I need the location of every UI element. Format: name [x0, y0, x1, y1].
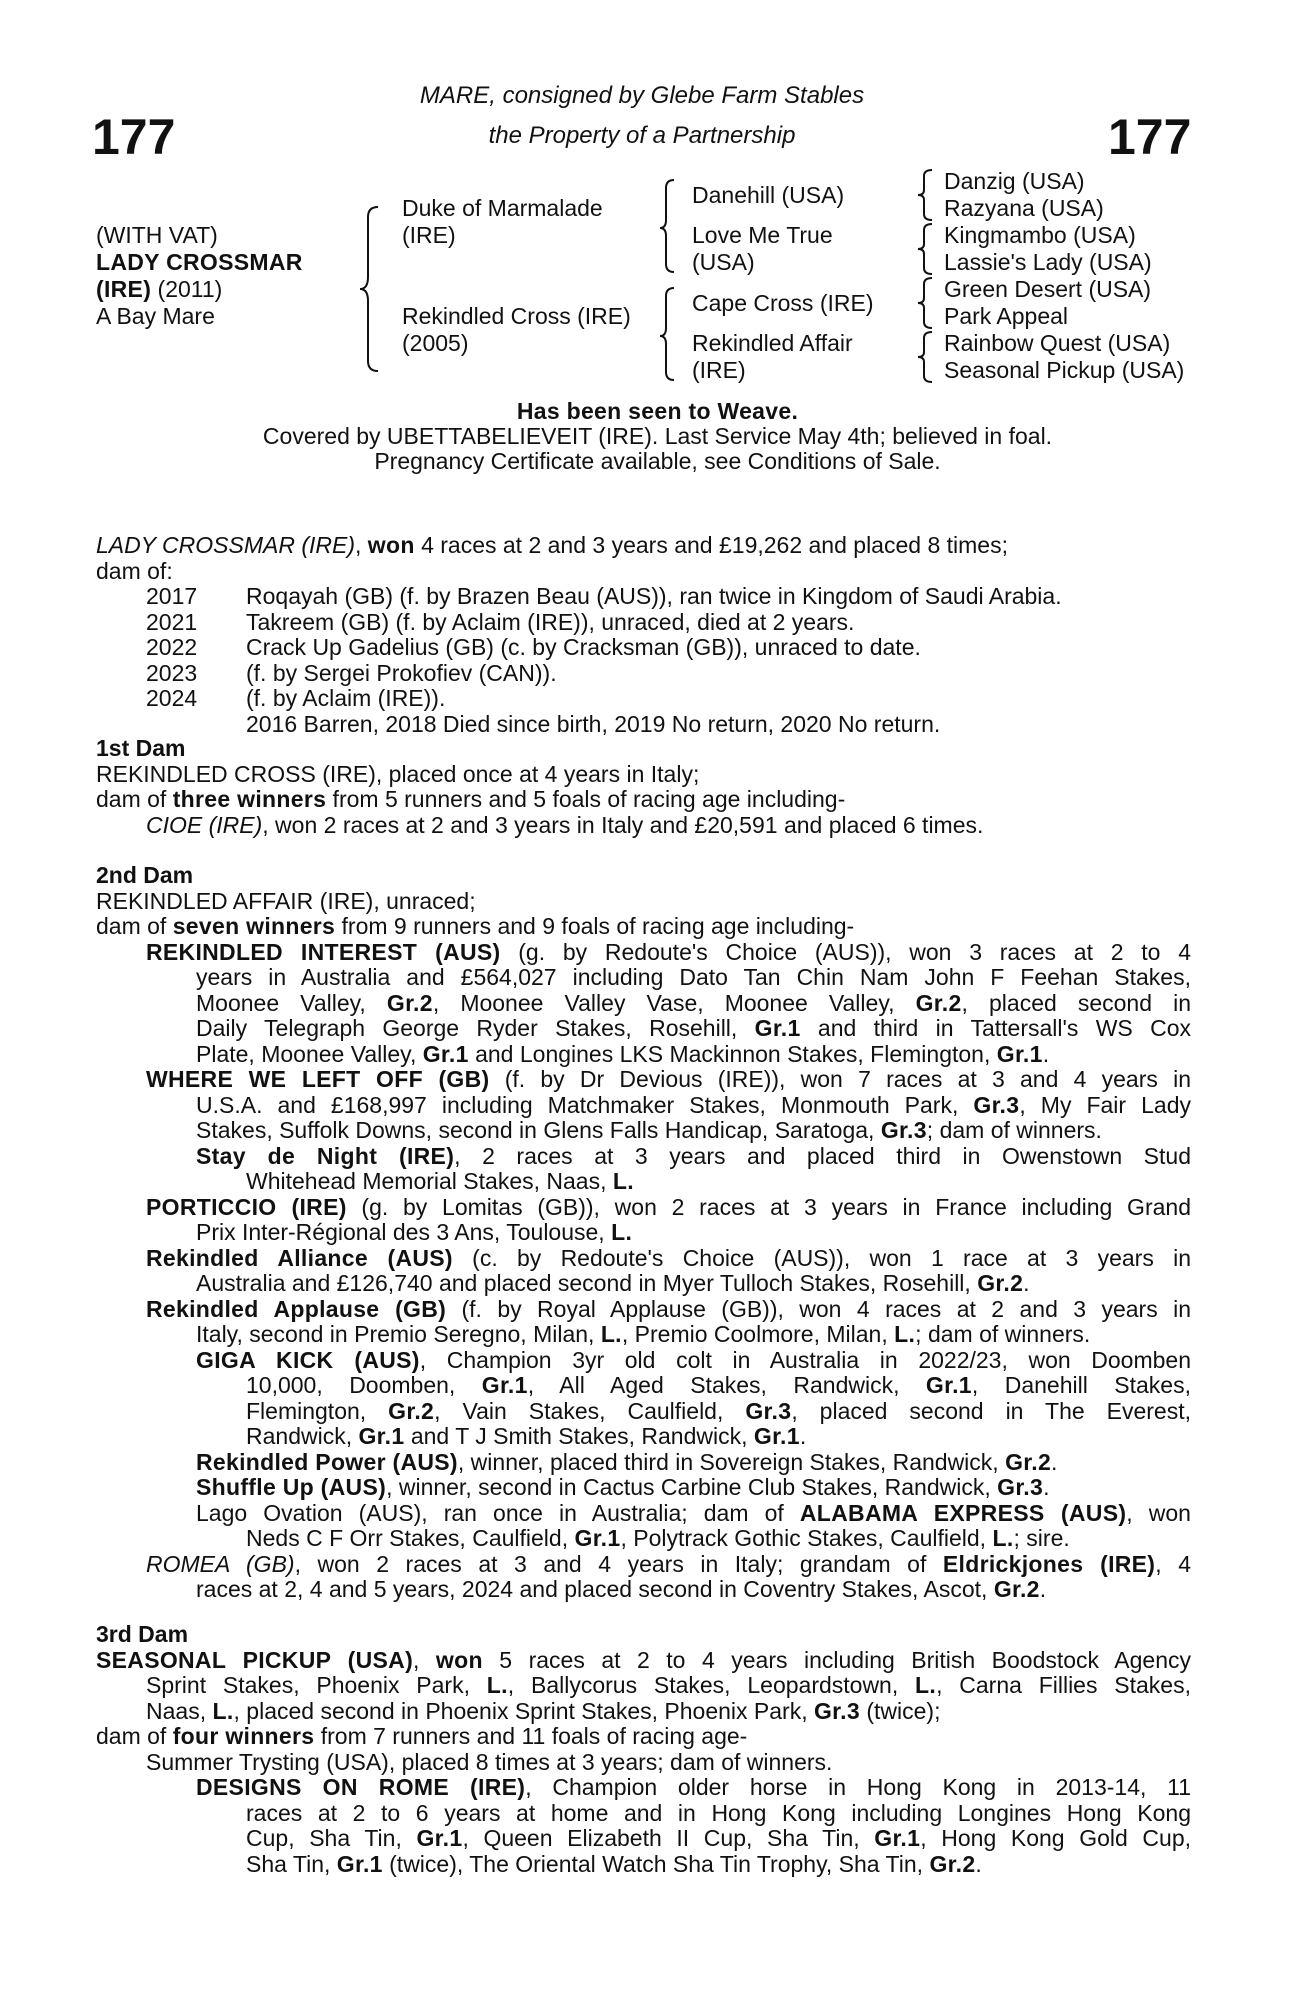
progeny-list: [146, 584, 1246, 744]
grandsire-4: Rainbow Quest (USA): [944, 330, 1171, 356]
consignor-line: MARE, consigned by Glebe Farm Stables: [419, 82, 865, 109]
main-brace: [360, 205, 384, 375]
g-brace-3: [918, 276, 936, 330]
grandsire-1: Danzig (USA): [944, 168, 1085, 194]
progeny-row: 2021 Takreem (GB) (f. by Aclaim (IRE)), unraced, died at 2 years.: [146, 608, 855, 635]
third-dam-section: 3rd Dam SEASONAL PICKUP (USA), won 5 races at 2 to 4 years including British Boodstock Agency Sprint Stakes, Phoenix Park, L., Ballycorus Stakes, Leopardstown, L., Carna Fillies Stakes, Naas, L., placed second in Phoenix Sprint Stakes, Phoenix Park, Gr.3 (twice); dam of four winners from 7 runners and 11 foals of racing age- Summer Trysting (USA), placed 8 times at 3 years; dam of winners. DESIGNS ON ROME (IRE), Champion older horse in Hong Kong in 2013-14, 11 races at 2 to 6 years at home and in Hong Kong including Longines Hong Kong Cup, Sha Tin, Gr.1, Queen Elizabeth II Cup, Sha Tin, Gr.1, Hong Kong Gold Cup, Sha Tin, Gr.1 (twice), The Oriental Watch Sha Tin Trophy, Sha Tin, Gr.2.: [96, 1621, 1192, 1877]
dam-sire: Cape Cross (IRE): [692, 290, 874, 316]
dam-dam-name: Rekindled Affair: [692, 330, 853, 356]
horse-country-year: (IRE) (2011): [96, 276, 223, 302]
pregnancy-note: Pregnancy Certificate available, see Conditions of Sale.: [374, 448, 941, 474]
lot-number-right: 177: [1108, 109, 1192, 165]
horse-description: A Bay Mare: [96, 303, 215, 329]
sire-dam-country: (USA): [692, 249, 755, 275]
g-brace-1: [918, 168, 936, 222]
dam-year: (2005): [402, 330, 469, 356]
grandsire-2: Kingmambo (USA): [944, 222, 1136, 248]
progeny-row: 2023 (f. by Sergei Prokofiev (CAN)).: [146, 659, 557, 686]
weave-note: Has been seen to Weave.: [516, 398, 799, 424]
dam-dam-country: (IRE): [692, 357, 746, 383]
third-dam-heading: 3rd Dam: [96, 1621, 189, 1647]
first-dam-section: 1st Dam REKINDLED CROSS (IRE), placed once at 4 years in Italy; dam of three winners from 5 runners and 5 foals of racing age including- CIOE (IRE), won 2 races at 2 and 3 years in Italy and £20,591 and placed 6 times.: [96, 736, 1196, 838]
granddam-4: Seasonal Pickup (USA): [944, 357, 1185, 383]
sire-brace: [660, 178, 680, 278]
first-dam-heading: 1st Dam: [96, 735, 186, 761]
sire-name: Duke of Marmalade: [402, 195, 603, 221]
dam-brace: [660, 286, 680, 386]
g-brace-2: [918, 222, 936, 276]
covered-note: Covered by UBETTABELIEVEIT (IRE). Last Service May 4th; believed in foal.: [262, 423, 1053, 449]
second-dam-section: 2nd Dam REKINDLED AFFAIR (IRE), unraced; dam of seven winners from 9 runners and 9 foals of racing age including- REKINDLED INTEREST (AUS) (g. by Redoute's Choice (AUS)), won 3 races at 2 to 4 years in Australia and £564,027 including Dato Tan Chin Nam John F Feehan Stakes, Moonee Valley, Gr.2, Moonee Valley Vase, Moonee Valley, Gr.2, placed second in Daily Telegraph George Ryder Stakes, Rosehill, Gr.1 and third in Tattersall's WS Cox Plate, Moonee Valley, Gr.1 and Longines LKS Mackinnon Stakes, Flemington, Gr.1. WHERE WE LEFT OFF (GB) (f. by Dr Devious (IRE)), won 7 races at 3 and 4 years in U.S.A. and £168,997 including Matchmaker Stakes, Monmouth Park, Gr.3, My Fair Lady Stakes, Suffolk Downs, second in Glens Falls Handicap, Saratoga, Gr.3; dam of winners. Stay de Night (IRE), 2 races at 3 years and placed third in Owenstown Stud Whitehead Memorial Stakes, Naas, L. PORTICCIO (IRE) (g. by Lomitas (GB)), won 2 races at 3 years in France including Grand Prix Inter-Régional des 3 Ans, Toulouse, L. Rekindled Alliance (AUS) (c. by Redoute's Choice (AUS)), won 1 race at 3 years in Australia and £126,740 and placed second in Myer Tulloch Stakes, Rosehill, Gr.2. Rekindled Applause (GB) (f. by Royal Applause (GB)), won 4 races at 2 and 3 years in Italy, second in Premio Seregno, Milan, L., Premio Coolmore, Milan, L.; dam of winners. GIGA KICK (AUS), Champion 3yr old colt in Australia in 2022/23, won Doomben 10,000, Doomben, Gr.1, All Aged Stakes, Randwick, Gr.1, Danehill Stakes, Flemington, Gr.2, Vain Stakes, Caulfield, Gr.3, placed second in The Everest, Randwick, Gr.1 and T J Smith Stakes, Randwick, Gr.1. Rekindled Power (AUS), winner, placed third in Sovereign Stakes, Randwick, Gr.2. Shuffle Up (AUS), winner, second in Cactus Carbine Club Stakes, Randwick, Gr.3. Lago Ovation (AUS), ran once in Australia; dam of ALABAMA EXPRESS (AUS), won Neds C F Orr Stakes, Caulfield, Gr.1, Polytrack Gothic Stakes, Caulfield, L.; sire. ROMEA (GB), won 2 races at 3 and 4 years in Italy; grandam of Eldrickjones (IRE), 4 races at 2, 4 and 5 years, 2024 and placed second in Coventry Stakes, Ascot, Gr.2.: [96, 863, 1196, 1603]
sire-country: (IRE): [402, 222, 456, 248]
second-dam-heading: 2nd Dam: [96, 862, 194, 888]
granddam-2: Lassie's Lady (USA): [944, 249, 1152, 275]
vat-label: (WITH VAT): [96, 222, 218, 248]
progeny-row: 2024 (f. by Aclaim (IRE)).: [146, 685, 446, 711]
g-brace-4: [918, 330, 936, 384]
progeny-row: 2022 Crack Up Gadelius (GB) (c. by Cracksman (GB)), unraced to date.: [146, 634, 921, 660]
dam-name: Rekindled Cross (IRE): [402, 303, 631, 329]
progeny-row: 2016 Barren, 2018 Died since birth, 2019 No return, 2020 No return.: [246, 710, 941, 737]
property-line: the Property of a Partnership: [488, 122, 796, 149]
sire-dam-name: Love Me True: [692, 222, 833, 248]
granddam-1: Razyana (USA): [944, 195, 1104, 221]
granddam-3: Park Appeal: [944, 303, 1069, 329]
sire-sire: Danehill (USA): [692, 182, 845, 208]
lot-number-left: 177: [92, 109, 176, 165]
grandsire-3: Green Desert (USA): [944, 276, 1152, 302]
race-record: LADY CROSSMAR (IRE), won 4 races at 2 and 3 years and £19,262 and placed 8 times; dam of:: [96, 532, 1008, 584]
progeny-row: 2017 Roqayah (GB) (f. by Brazen Beau (AUS)), ran twice in Kingdom of Saudi Arabia.: [146, 583, 1062, 609]
horse-name: LADY CROSSMAR: [96, 249, 303, 275]
